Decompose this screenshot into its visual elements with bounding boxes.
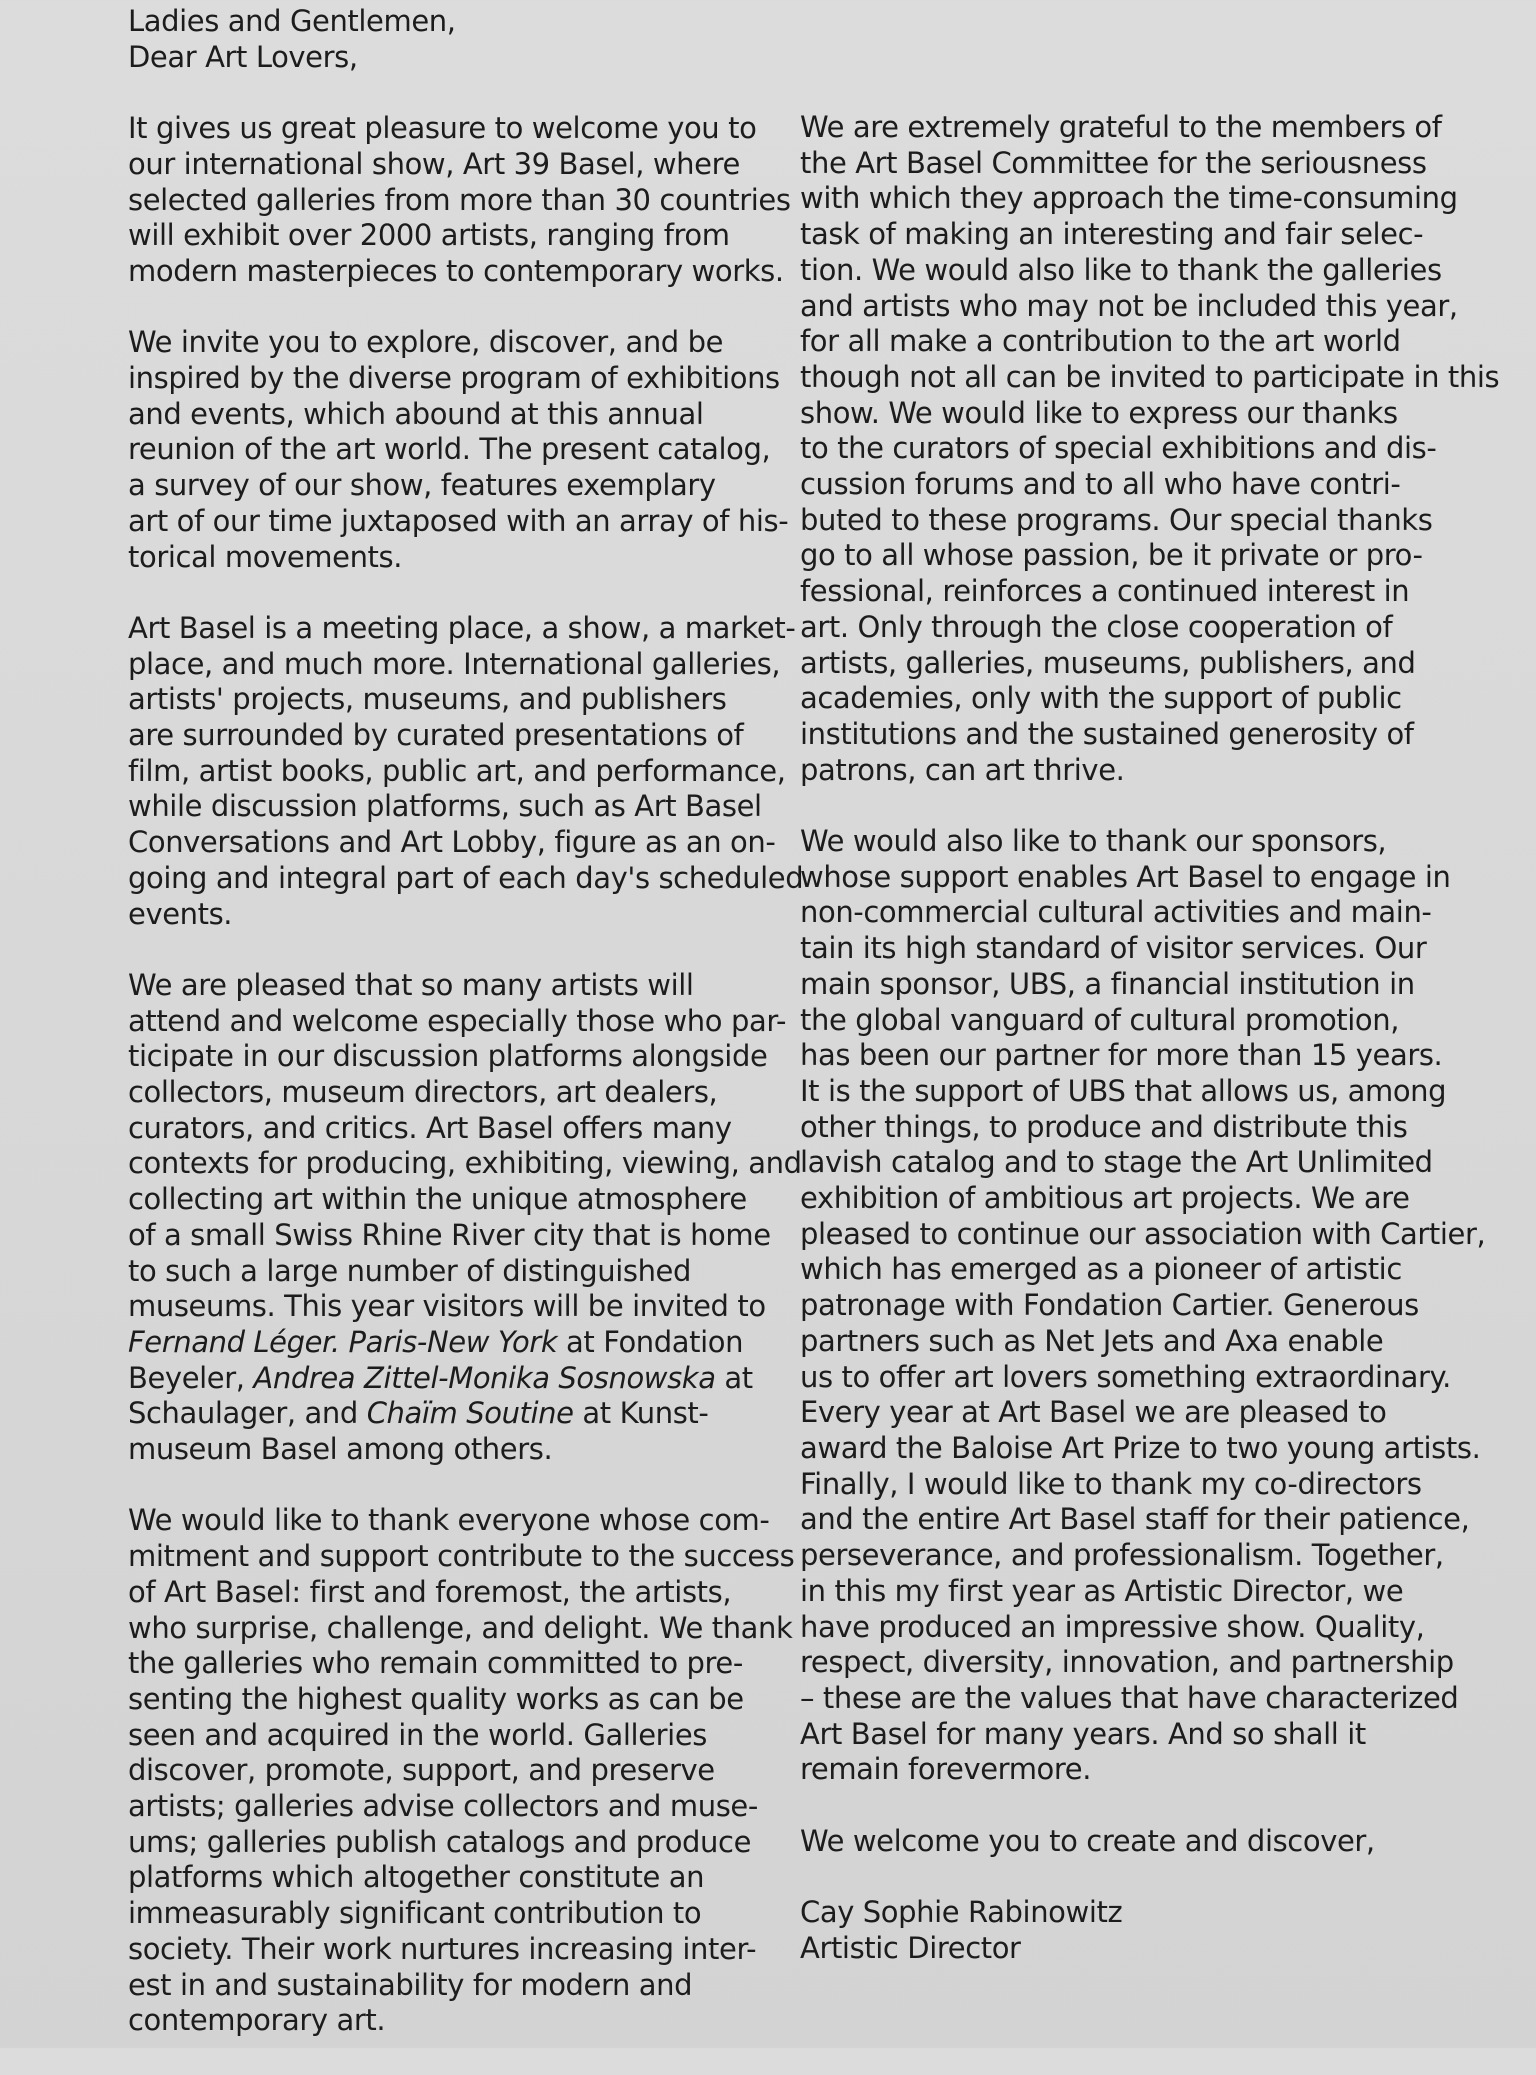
exhibition-venue: at Kunst- [573,1396,709,1431]
text-line: discover, promote, support, and preserve [128,1753,715,1788]
text-line: will exhibit over 2000 artists, ranging from [128,218,730,253]
text-line: buted to these programs. Our special thanks [800,502,1433,537]
text-line: to such a large number of distinguished [128,1253,691,1288]
venue-text: Beyeler, [128,1360,254,1395]
text-line: of Art Basel: first and foremost, the artists, [128,1574,732,1609]
text-line: It is the support of UBS that allows us, among [800,1073,1447,1108]
text-line: collecting art within the unique atmosphere [128,1182,747,1217]
text-line: and the entire Art Basel staff for their patience, [800,1502,1470,1537]
text-line: torical movements. [128,539,403,574]
text-line: curators, and critics. Art Basel offers many [128,1110,732,1145]
left-column [128,4,804,2075]
text-line: tain its high standard of visitor services. Our [800,931,1427,966]
signatory-name: Cay Sophie Rabinowitz [800,1895,1123,1930]
paragraph-welcome [128,111,791,290]
text-line: We are pleased that so many artists will [128,967,694,1002]
text-line [128,1325,788,1361]
text-line: museums. This year visitors will be invited to [128,1289,766,1324]
text-line: in this my first year as Artistic Director, we [800,1573,1404,1608]
text-line: Art Basel for many years. And so shall it [800,1716,1366,1751]
text-line: our international show, Art 39 Basel, where [128,146,740,181]
venue-text: Schaulager, and [128,1396,367,1431]
text-line: main sponsor, UBS, a financial institution in [800,966,1415,1001]
text-line: for all make a contribution to the art world [800,324,1401,359]
text-line: Finally, I would like to thank my co-directors [800,1466,1422,1501]
text-line: and events, which abound at this annual [128,396,704,431]
text-line: selected galleries from more than 30 countries [128,182,791,217]
signatory-title: Artistic Director [800,1930,1021,1965]
text-line: lavish catalog and to stage the Art Unlimited [800,1145,1433,1180]
text-line: We welcome you to create and discover, [800,1823,1375,1858]
text-line: artists; galleries advise collectors and muse- [128,1789,758,1824]
text-line: platforms which altogether constitute an [128,1860,705,1895]
text-line: though not all can be invited to participate in this [800,359,1500,394]
text-line: It gives us great pleasure to welcome you to [128,111,757,146]
text-line: contemporary art. [128,2003,386,2038]
text-line: events. [128,896,233,931]
text-line: seen and acquired in the world. Galleries [128,1717,707,1752]
text-line: a survey of our show, features exemplary [128,468,716,503]
paragraph-committee [800,110,1500,788]
text-line: inspired by the diverse program of exhibitions [128,361,780,395]
text-line: institutions and the sustained generosity of [800,716,1414,751]
text-line: the global vanguard of cultural promotion, [800,1002,1400,1037]
text-line: patrons, can art thrive. [800,752,1125,787]
text-line: going and integral part of each day's scheduled [128,860,804,895]
text-line: collectors, museum directors, art dealers, [128,1075,718,1110]
text-line: modern masterpieces to contemporary works. [128,253,784,288]
text-line: We are extremely grateful to the members of [800,110,1442,144]
text-line: exhibition of ambitious art projects. We are [800,1181,1410,1216]
text-line: reunion of the art world. The present catalog, [128,432,771,467]
text-line: tion. We would also like to thank the galleries [800,252,1442,287]
text-line: go to all whose passion, be it private or pro- [800,538,1423,573]
paragraph-sponsors [800,824,1500,1788]
exhibition-title: Fernand Léger. Paris-New York [128,1324,558,1359]
text-line: society. Their work nurtures increasing inter- [128,1931,757,1966]
text-line: immeasurably significant contribution to [128,1896,702,1931]
text-line: and artists who may not be included this year, [800,288,1458,323]
text-line: est in and sustainability for modern and [128,1967,693,2002]
text-line: with which they approach the time-consuming [800,181,1458,216]
text-line: ums; galleries publish catalogs and produce [128,1824,752,1859]
text-line: We would like to thank everyone whose com- [128,1503,770,1538]
paragraph-artists [128,967,802,1468]
text-line: the galleries who remain committed to pre- [128,1646,743,1681]
text-line: whose support enables Art Basel to engage in [800,859,1451,894]
salutation [128,4,788,75]
text-line: academies, only with the support of public [800,681,1402,716]
text-line: mitment and support contribute to the success [128,1539,795,1574]
text-line: have produced an impressive show. Quality, [800,1609,1425,1644]
text-line: art. Only through the close cooperation of [800,609,1393,644]
text-line: film, artist books, public art, and performance, [128,753,786,788]
text-line: has been our partner for more than 15 years. [800,1038,1443,1073]
text-line: are surrounded by curated presentations of [128,718,744,753]
closing-line [800,1824,1500,1860]
exhibition-venue: at Fondation [557,1324,744,1359]
text-line [128,1396,788,1432]
text-line: while discussion platforms, such as Art Basel [128,789,762,824]
text-line: artists' projects, museums, and publishers [128,682,727,717]
text-line: respect, diversity, innovation, and partnership [800,1645,1454,1680]
text-line [128,1361,788,1397]
text-line: Every year at Art Basel we are pleased to [800,1395,1387,1430]
salutation-line: Ladies and Gentlemen, [128,4,456,38]
text-line: Art Basel is a meeting place, a show, a market- [128,610,796,645]
text-line: remain forevermore. [800,1752,1092,1787]
text-line: partners such as Net Jets and Axa enable [800,1323,1384,1358]
text-line: We would also like to thank our sponsors, [800,824,1387,859]
text-line: pleased to continue our association with Cartier, [800,1216,1486,1251]
text-line: other things, to produce and distribute this [800,1109,1408,1144]
text-line: place, and much more. International galleries, [128,646,781,681]
text-line: Conversations and Art Lobby, figure as an on- [128,825,776,860]
paragraph-meeting-place [128,610,804,932]
text-line: us to offer art lovers something extraordinary. [800,1359,1451,1394]
text-line: award the Baloise Art Prize to two young artists. [800,1431,1481,1465]
text-line: of a small Swiss Rhine River city that is home [128,1217,771,1252]
text-line: attend and welcome especially those who par- [128,1003,787,1038]
paragraph-invitation [128,325,788,575]
right-column [800,110,1500,2002]
text-line: patronage with Fondation Cartier. Generous [800,1288,1419,1323]
text-line: fessional, reinforces a continued interest in [800,574,1410,609]
salutation-line: Dear Art Lovers, [128,39,358,74]
text-line: cussion forums and to all who have contri- [800,467,1401,502]
text-line: non-commercial cultural activities and main- [800,895,1432,930]
exhibition-venue: at [715,1360,753,1395]
text-line: show. We would like to express our thanks [800,395,1398,430]
text-line: task of making an interesting and fair selec- [800,217,1424,252]
text-line: art of our time juxtaposed with an array of his- [128,503,789,538]
signature-block [800,1895,1500,1966]
text-line: – these are the values that have characterized [800,1680,1459,1715]
text-line: ticipate in our discussion platforms alongside [128,1039,768,1074]
text-line: museum Basel among others. [128,1432,553,1467]
text-line: We invite you to explore, discover, and be [128,325,724,360]
text-line: which has emerged as a pioneer of artistic [800,1252,1402,1287]
exhibition-title: Chaïm Soutine [366,1396,574,1431]
text-line: senting the highest quality works as can be [128,1681,744,1716]
text-line: contexts for producing, exhibiting, viewing, and [128,1146,802,1181]
paragraph-thanks-galleries [128,1503,795,2039]
text-line: perseverance, and professionalism. Together, [800,1538,1444,1573]
text-line: the Art Basel Committee for the seriousness [800,145,1427,180]
exhibition-title: Andrea Zittel-Monika Sosnowska [253,1360,716,1395]
text-line: to the curators of special exhibitions and dis- [800,431,1437,466]
text-line: who surprise, challenge, and delight. We thank [128,1610,793,1645]
text-line: artists, galleries, museums, publishers, and [800,645,1416,680]
